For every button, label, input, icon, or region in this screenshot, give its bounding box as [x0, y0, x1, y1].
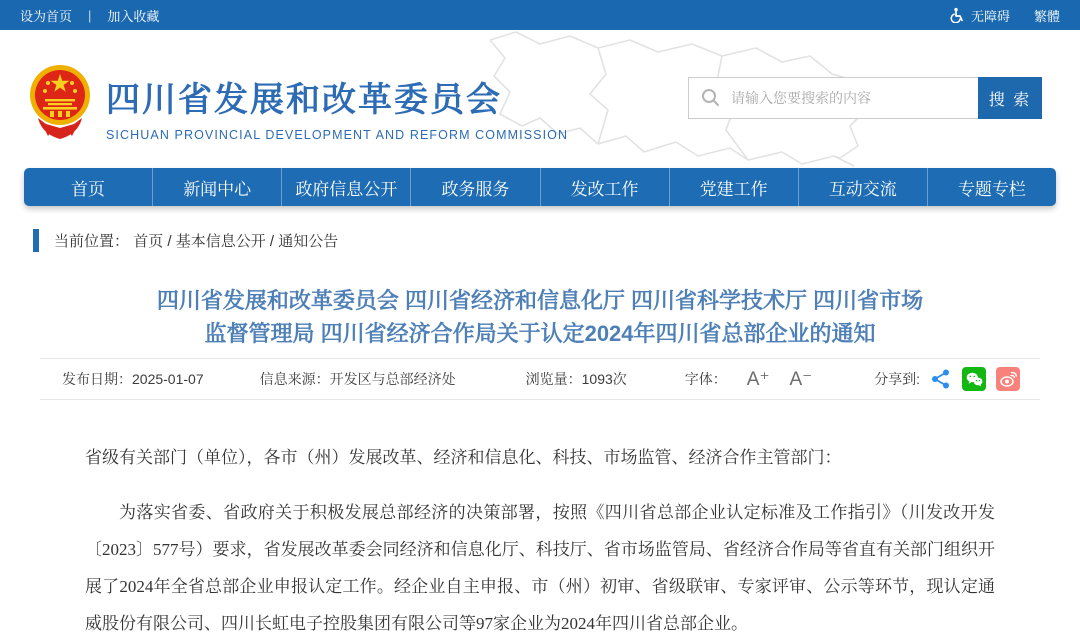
breadcrumb: [33, 228, 1080, 252]
site-header: [0, 30, 1080, 168]
nav-item-gov-info[interactable]: 政府信息公开: [281, 168, 410, 206]
site-title: 四川省发展和改革委员会: [106, 81, 502, 119]
accessibility-label: 无障碍: [970, 8, 1010, 24]
topbar-divider: |: [88, 7, 92, 23]
top-utility-bar: [0, 0, 1080, 30]
nav-item-services[interactable]: 政务服务: [410, 168, 539, 206]
nav-item-interaction[interactable]: 互动交流: [798, 168, 927, 206]
share-label: 分享到:: [874, 371, 921, 387]
weibo-share-icon[interactable]: [996, 367, 1020, 391]
nav-item-party-building[interactable]: 党建工作: [669, 168, 798, 206]
article-title-line1: 四川省发展和改革委员会 四川省经济和信息化厅 四川省科学技术厅 四川省市场: [156, 288, 924, 313]
article-title: [0, 284, 1080, 350]
font-increase-button[interactable]: A⁺: [746, 368, 770, 390]
article-body: [85, 444, 995, 635]
view-count: 浏览量：1093次: [525, 371, 627, 387]
font-decrease-button[interactable]: A⁻: [789, 368, 813, 390]
article-paragraph: 省级有关部门（单位），各市（州）发展改革、经济和信息化、科技、市场监管、经济合作主管部门：: [85, 448, 842, 467]
set-homepage-link[interactable]: 设为首页: [20, 8, 73, 24]
share-more-icon[interactable]: [930, 368, 952, 390]
search-box: [688, 77, 1042, 119]
main-navigation: [24, 168, 1056, 206]
nav-item-special-topics[interactable]: 专题专栏: [927, 168, 1056, 206]
info-source: 信息来源：开发区与总部经济处: [259, 371, 456, 387]
wechat-share-icon[interactable]: [962, 367, 986, 391]
search-button[interactable]: 搜 索: [978, 77, 1042, 119]
search-icon: [701, 88, 720, 112]
site-subtitle: SICHUAN PROVINCIAL DEVELOPMENT AND REFORM COMMISSION: [106, 128, 569, 142]
breadcrumb-path[interactable]: 首页 / 基本信息公开 / 通知公告: [133, 232, 339, 250]
article-paragraph: 为落实省委、省政府关于积极发展总部经济的决策部署，按照《四川省总部企业认定标准及工作指引》（川发改开发〔2023〕577号）要求，省发展改革委会同经济和信息化厅、科技厅、省市场监管局、省经济合作局等省直有关部门组织开展了2024年全省总部企业申报认定工作。经企业自主申报、市（州）初审、省级联审、专家评审、公示等环节，现认定通威股份有限公司、四川长虹电子控股集团有限公司等97家企业为2024年四川省总部企业。: [85, 503, 995, 633]
traditional-chinese-link[interactable]: 繁體: [1033, 8, 1060, 24]
nav-item-news[interactable]: 新闻中心: [152, 168, 281, 206]
wheelchair-icon: [949, 7, 965, 23]
publish-date: 发布日期：2025-01-07: [62, 371, 204, 387]
site-logo[interactable]: [28, 60, 568, 142]
national-emblem-icon: [28, 62, 92, 142]
font-size-label: 字体：: [684, 371, 727, 387]
search-input[interactable]: [688, 77, 978, 119]
breadcrumb-label: 当前位置：: [54, 232, 130, 250]
nav-item-home[interactable]: 首页: [71, 179, 106, 199]
article-title-line2: 监督管理局 四川省经济合作局关于认定2024年四川省总部企业的通知: [204, 321, 876, 346]
accessibility-link[interactable]: [949, 6, 1010, 25]
add-favorite-link[interactable]: 加入收藏: [107, 8, 160, 24]
nav-item-ndrc-work[interactable]: 发改工作: [540, 168, 669, 206]
article-meta-bar: [40, 358, 1040, 400]
breadcrumb-accent-bar: [33, 229, 39, 252]
